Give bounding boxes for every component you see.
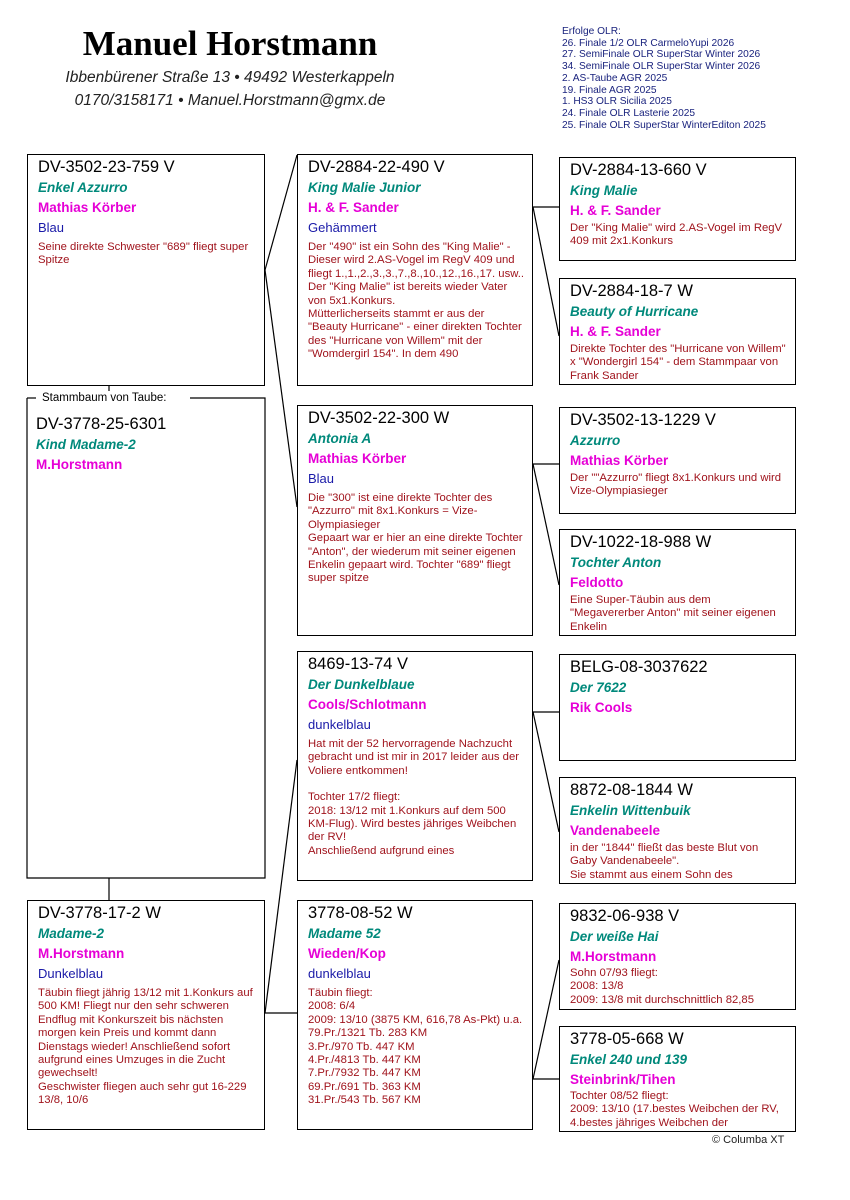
description-line: Seine direkte Schwester "689" fliegt super Spitze <box>38 241 249 267</box>
description-line: Täubin fliegt jährig 13/12 mit 1.Konkurs auf 500 KM! Fliegt nur den sehr schweren Endflug mit Konkurszeit bis nächsten morgen kein Preis und kommt dann Dienstags wieder! Anschließend sofort aufgrund eines Umzuges in die Zucht gewechselt! <box>38 987 253 1080</box>
description-line: Die "300" ist eine direkte Tochter des "Azzurro" mit 8x1.Konkurs = Vize-Olympiasieger <box>308 492 493 531</box>
description-line: Eine Super-Täubin aus dem "Megavererber Anton" mit seiner eigenen Enkelin <box>570 594 776 633</box>
description-line: Geschwister fliegen auch sehr gut 16-229 13/8, 10/6 <box>38 1080 247 1107</box>
ring-number: DV-3502-23-759 V <box>38 158 175 176</box>
pigeon-name: King Malie <box>570 183 638 198</box>
ff-to-ffm-line <box>533 207 559 336</box>
achievement-item: 2. AS-Taube AGR 2025 <box>562 72 668 84</box>
mother-to-mf-line <box>265 760 297 1013</box>
pigeon-description <box>38 241 257 268</box>
achievement-item: 34. SemiFinale OLR SuperStar Winter 2026 <box>562 61 761 73</box>
description-line: Täubin fliegt: <box>308 987 373 999</box>
pigeon-description <box>308 492 525 586</box>
breeder-name: H. & F. Sander <box>308 200 399 215</box>
description-line: 4.Pr./4813 Tb. 447 KM <box>308 1054 421 1067</box>
description-line: 2009: 13/8 mit durchschnittlich 82,85 <box>570 993 754 1006</box>
owner-address: Ibbenbürener Straße 13 • 49492 Westerkappeln <box>65 69 395 86</box>
description-line: 2008: 13/8 <box>570 980 624 993</box>
subject-label: Stammbaum von Taube: <box>39 391 169 405</box>
pigeon-color: Blau <box>308 471 335 486</box>
pigeon-color: Gehämmert <box>308 220 377 235</box>
ffm-card <box>559 278 796 385</box>
breeder-name: H. & F. Sander <box>570 203 661 218</box>
pigeon-color: dunkelblau <box>308 717 371 732</box>
description-line: 2008: 6/4 <box>308 1000 356 1013</box>
fm-to-fmm-line <box>533 464 559 585</box>
mmm-card <box>559 1026 796 1132</box>
mf-card <box>297 651 533 881</box>
fff-card <box>559 157 796 261</box>
pigeon-description <box>570 842 788 882</box>
pigeon-name: Der weiße Hai <box>570 929 659 944</box>
description-line: Direkte Tochter des "Hurricane von Willem" x "Wondergirl 154" - dem Stammpaar von Frank Sander <box>570 343 786 382</box>
pigeon-description <box>570 1090 788 1130</box>
mother-card <box>27 900 265 1130</box>
ring-number: BELG-08-3037622 <box>570 658 708 676</box>
achievement-item: 24. Finale OLR Lasterie 2025 <box>562 107 696 119</box>
description-line: 3.Pr./970 Tb. 447 KM <box>308 1040 415 1053</box>
breeder-name: M.Horstmann <box>570 949 657 964</box>
description-line: Tochter 08/52 fliegt: <box>570 1090 669 1102</box>
breeder-name: Steinbrink/Tihen <box>570 1072 676 1087</box>
pigeon-description <box>570 594 788 634</box>
description-line: Mütterlicherseits stammt er aus der "Beauty Hurricane" - einer direkten Tochter des "Hurricane von Willem" mit der "Womdergirl 154". In dem 490 <box>308 308 522 361</box>
description-spacer <box>308 778 525 791</box>
ring-number: DV-3502-13-1229 V <box>570 411 716 429</box>
ring-number: 9832-06-938 V <box>570 907 680 925</box>
owner-contact: 0170/3158171 • Manuel.Horstmann@gmx.de <box>74 92 386 109</box>
pigeon-name: Madame 52 <box>308 926 381 941</box>
pigeon-name: Tochter Anton <box>570 555 662 570</box>
description-line: 69.Pr./691 Tb. 363 KM <box>308 1080 421 1093</box>
pigeon-color: Blau <box>38 220 65 235</box>
breeder-name: Wieden/Kop <box>308 946 386 961</box>
pigeon-description <box>308 987 525 1108</box>
pigeon-description <box>570 343 788 383</box>
pigeon-name: King Malie Junior <box>308 180 421 195</box>
mm-to-mmf-line <box>533 960 559 1079</box>
ff-card <box>297 154 533 386</box>
description-line: Hat mit der 52 hervorragende Nachzucht gebracht und ist mir in 2017 leider aus der Voliere entkommen! <box>308 738 519 777</box>
ring-number: DV-3778-17-2 W <box>38 904 161 922</box>
description-line: 2009: 13/10 (17.bestes Weibchen der RV, 4.bestes jähriges Weibchen der <box>570 1103 779 1129</box>
ring-number: DV-2884-18-7 W <box>570 282 693 300</box>
pigeon-description <box>38 987 257 1108</box>
pigeon-description <box>570 222 788 249</box>
description-line: Anschließend aufgrund eines <box>308 844 455 857</box>
breeder-name: Mathias Körber <box>570 453 669 468</box>
breeder-name: Mathias Körber <box>308 451 407 466</box>
pigeon-name: Antonia A <box>308 431 372 446</box>
achievements-list <box>562 26 842 131</box>
ring-number: 3778-05-668 W <box>570 1030 684 1048</box>
description-line: Sohn 07/93 fliegt: <box>570 967 658 979</box>
fmf-card <box>559 407 796 514</box>
description-line: Der ""Azzurro" fliegt 8x1.Konkurs und wird Vize-Olympiasieger <box>570 472 782 498</box>
pigeon-description <box>308 738 525 858</box>
pigeon-name: Enkel Azzurro <box>38 180 128 195</box>
subject-card <box>36 414 256 475</box>
ring-number: DV-1022-18-988 W <box>570 533 712 551</box>
description-line: 31.Pr./543 Tb. 567 KM <box>308 1094 421 1107</box>
pigeon-name: Enkel 240 und 139 <box>570 1052 688 1067</box>
ring-number: DV-3778-25-6301 <box>36 415 167 433</box>
owner-name: Manuel Horstmann <box>82 24 378 63</box>
mmf-card <box>559 903 796 1010</box>
pigeon-color: Dunkelblau <box>38 966 104 981</box>
description-line: Der "490" ist ein Sohn des "King Malie" - Dieser wird 2.AS-Vogel im RegV 409 und fliegt 1.,1.,2.,3.,3.,7.,8.,10.,12.,16.,17. usw.. <box>308 241 525 280</box>
breeder-name: H. & F. Sander <box>570 324 661 339</box>
pigeon-name: Kind Madame-2 <box>36 437 136 452</box>
description-line: Sie stammt aus einem Sohn des <box>570 868 733 881</box>
achievement-item: 25. Finale OLR SuperStar WinterEditon 2025 <box>562 119 766 131</box>
ring-number: DV-3502-22-300 W <box>308 409 450 427</box>
achievements-title: Erfolge OLR: <box>562 26 621 37</box>
fmm-card <box>559 529 796 636</box>
pigeon-name: Enkelin Wittenbuik <box>570 803 691 818</box>
pigeon-description <box>570 967 788 1007</box>
breeder-name: Vandenabeele <box>570 823 661 838</box>
breeder-name: Cools/Schlotmann <box>308 697 427 712</box>
breeder-name: Mathias Körber <box>38 200 137 215</box>
mm-card <box>297 900 533 1130</box>
description-line: 79.Pr./1321 Tb. 283 KM <box>308 1027 428 1040</box>
description-line: Der "King Malie" wird 2.AS-Vogel im RegV 409 mit 2x1.Konkurs <box>570 222 783 248</box>
achievement-item: 26. Finale 1/2 OLR CarmeloYupi 2026 <box>562 37 735 49</box>
father-to-fm-line <box>265 270 297 507</box>
ring-number: 8872-08-1844 W <box>570 781 693 799</box>
breeder-name: M.Horstmann <box>36 457 123 472</box>
pigeon-name: Azzurro <box>570 433 621 448</box>
description-line: 7.Pr./7932 Tb. 447 KM <box>308 1067 421 1080</box>
mfm-card <box>559 777 796 884</box>
pigeon-name: Der Dunkelblaue <box>308 677 415 692</box>
fm-card <box>297 405 533 636</box>
pigeon-color: dunkelblau <box>308 966 371 981</box>
breeder-name: Feldotto <box>570 575 624 590</box>
description-line: Gepaart war er hier an eine direkte Tochter "Anton", der wiederum mit seiner eigenen Enkelin gepaart wird. Tochter "689" fliegt super spitze <box>308 532 523 585</box>
achievement-item: 1. HS3 OLR Sicilia 2025 <box>562 96 672 108</box>
description-line: in der "1844" fließt das beste Blut von Gaby Vandenabeele". <box>570 842 759 868</box>
ring-number: 3778-08-52 W <box>308 904 413 922</box>
breeder-name: M.Horstmann <box>38 946 125 961</box>
father-to-ff-line <box>265 155 297 270</box>
pigeon-name: Madame-2 <box>38 926 105 941</box>
description-line: 2018: 13/12 mit 1.Konkurs auf dem 500 KM-Flug). Wird bestes jähriges Weibchen der RV! <box>308 804 517 844</box>
ring-number: DV-2884-22-490 V <box>308 158 445 176</box>
pigeon-description <box>570 472 788 499</box>
pigeon-name: Beauty of Hurricane <box>570 304 699 319</box>
breeder-name: Rik Cools <box>570 700 633 715</box>
mf-to-mfm-line <box>533 712 559 832</box>
pigeon-name: Der 7622 <box>570 680 627 695</box>
description-line: 2009: 13/10 (3875 KM, 616,78 As-Pkt) u.a. <box>308 1013 523 1026</box>
achievement-item: 27. SemiFinale OLR SuperStar Winter 2026 <box>562 49 761 61</box>
ring-number: DV-2884-13-660 V <box>570 161 707 179</box>
description-line: Der "King Malie" ist bereits wieder Vater von 5x1.Konkurs. <box>308 281 508 307</box>
description-line: Tochter 17/2 fliegt: <box>308 791 401 804</box>
pigeon-description <box>308 241 525 362</box>
ring-number: 8469-13-74 V <box>308 655 408 673</box>
achievement-item: 19. Finale AGR 2025 <box>562 84 657 96</box>
father-card <box>27 154 265 386</box>
copyright-footer: © Columba XT <box>712 1134 785 1146</box>
mff-card <box>559 654 796 761</box>
